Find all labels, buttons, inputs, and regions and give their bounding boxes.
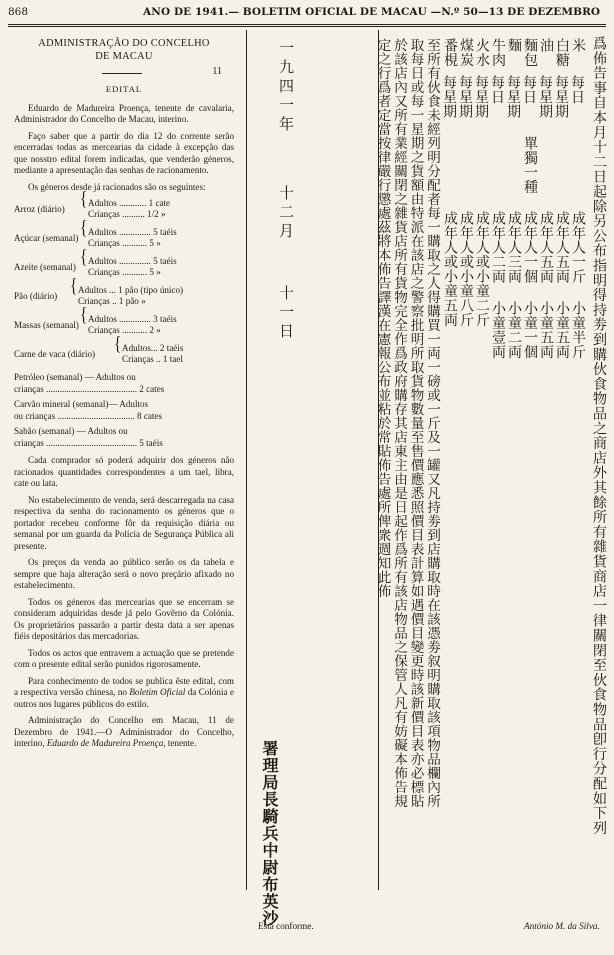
signer-name: António M. da Silva. bbox=[524, 921, 600, 931]
ration-adults: Adultos ............ 1 cate bbox=[88, 198, 171, 208]
chinese-item-adult: 成年人或小童五両 bbox=[442, 211, 458, 327]
chinese-item-adult: 成年人五両 bbox=[538, 211, 554, 284]
chinese-item-period: 每日 bbox=[489, 75, 505, 104]
sabao-line bbox=[14, 426, 234, 449]
chinese-item-child: 小童五両 bbox=[554, 301, 570, 359]
rations-list bbox=[14, 189, 234, 367]
chinese-item-period: 每星期 bbox=[505, 75, 521, 119]
chinese-item-name: 麵包 bbox=[522, 38, 538, 67]
ration-adults: Adultos .............. 3 taéis bbox=[88, 314, 177, 324]
ration-children: Crianças ........... 5 » bbox=[88, 267, 161, 277]
p8-part-c: da Colónia e outros nos lugares públicos do estilo. bbox=[14, 687, 234, 709]
intro-paragraph: Eduardo de Madureira Proença, tenente de cavalaria, Administrador do Concelho de Macau, interino. bbox=[14, 102, 234, 124]
header-rule-2 bbox=[8, 26, 606, 27]
admin-title-line-2: DE MACAU bbox=[95, 50, 153, 62]
ration-children: Crianças .......... 1/2 » bbox=[88, 209, 166, 219]
chinese-date-day: 十一日 bbox=[277, 285, 295, 342]
edital-heading: EDITAL bbox=[105, 84, 143, 94]
brace-glyph: { bbox=[80, 218, 88, 240]
chinese-item-period: 每星期 bbox=[537, 75, 553, 119]
chinese-item-child: 小童壹両 bbox=[490, 301, 506, 359]
ration-children: Crianças .. 1 pão » bbox=[78, 296, 146, 306]
ration-adults: Adultos .............. 5 taéis bbox=[88, 227, 177, 237]
portuguese-edital bbox=[14, 38, 234, 755]
chinese-item-child: 小童五両 bbox=[538, 301, 554, 359]
paragraph-6: Todos os géneros das mercearias que se encerram se consideram adquiridas desde já pelo Govêrno da Colónia. Os proprietários passarão a partir desta data a ser apenas fiéis depositários das mercadorias. bbox=[14, 596, 234, 641]
chinese-item-name: 麵 bbox=[506, 38, 522, 53]
chinese-item-child: 小童半斤 bbox=[570, 301, 586, 359]
petroleo-line bbox=[14, 372, 234, 395]
chinese-item-period: 每日 bbox=[521, 75, 537, 104]
chinese-item-adult: 成年人一個 bbox=[522, 211, 538, 284]
p9-part-a: Administração do Concelho em Macau, 11 de Dezembro de 1941.—O Administrador do Concelho, interino, bbox=[14, 715, 234, 748]
chinese-heading: 爲佈告事自本月十二日起除另公布指明得持劵到購伙食物品之商店外其餘所有雜貨商店一律關閉至伙食物品卽行分配如下列 bbox=[591, 36, 607, 836]
paragraph-5: Os preços da venda ao público serão os da tabela e sempre que haja alteração será o novo preçário afixado no estabelecimento. bbox=[14, 557, 234, 590]
brace-glyph: { bbox=[80, 305, 88, 327]
chinese-date-month: 十二月 bbox=[277, 185, 295, 242]
ration-adults: Adultos ... 1 pão (tipo único) bbox=[78, 285, 184, 295]
edital-number: 11 bbox=[212, 66, 222, 77]
chinese-item-name: 煤炭 bbox=[458, 38, 474, 67]
ration-children: Crianças ........... 2 » bbox=[88, 325, 161, 335]
chinese-item-name: 米 bbox=[570, 38, 586, 53]
admin-title-line-1: ADMINISTRAÇÃO DO CONCELHO bbox=[38, 38, 210, 49]
chinese-item-name: 番梘 bbox=[442, 38, 458, 67]
chinese-item-name: 火水 bbox=[474, 38, 490, 67]
carvao-line bbox=[14, 399, 234, 422]
carvao-line-2: ou crianças .................................. 8 cates bbox=[14, 410, 162, 421]
paragraph-4: No estabelecimento de venda, será descarregada na casa respectiva da senha do racionamento os géneros que o portador recebeu conforme fôr da requisição diária ou semanal por um guarda da Polícia de Segurança Pública ali presente. bbox=[14, 494, 234, 551]
header-rule bbox=[8, 24, 606, 25]
paragraph-2: Os géneros desde já racionados são os seguintes: bbox=[28, 181, 206, 192]
ration-item bbox=[14, 218, 234, 251]
admin-title bbox=[14, 38, 234, 63]
petroleo-line-2: crianças ........................................ 2 cates bbox=[14, 383, 165, 394]
brace-glyph: { bbox=[80, 247, 88, 269]
chinese-item-name: 白糖 bbox=[554, 38, 570, 67]
paragraph-7: Todos os actos que entravem a actuação que se pretende com o presente edital serão punidos rigorosamente. bbox=[14, 647, 234, 669]
ration-children: Crianças ........... 5 » bbox=[88, 238, 161, 248]
chinese-signature: 署理局長騎兵中尉布英沙 bbox=[260, 740, 279, 927]
paragraph-3: Cada comprador só poderá adquirir dos géneros não racionados quantidades correspondentes a um tael, libra, cate ou lata. bbox=[14, 455, 234, 488]
chinese-body-column: 取每日或每一星期之貨額由特派在該店之警察批明所取貨物數量至售價應悉照價目表計算如遇價目變更時該新價目表亦必標貼 bbox=[407, 38, 424, 808]
ration-item bbox=[14, 276, 234, 309]
paragraph-1: Faço saber que a partir do dia 12 do corrente serão encerradas todas as mercearias da cidade à excepção das que nosstro edital forem indicadas, que venderão géneros, mediante a apresentação das senhas de racionamento. bbox=[14, 130, 234, 175]
ration-name: Massas (semanal) bbox=[14, 320, 79, 330]
edital-number-row bbox=[14, 65, 234, 81]
sabao-line-2: crianças ........................................ 5 taéis bbox=[14, 437, 163, 448]
chinese-item-adult: 成年人五両 bbox=[554, 211, 570, 284]
chinese-date-year: 一九四一年 bbox=[277, 40, 295, 135]
column-divider-left bbox=[246, 30, 247, 890]
chinese-item-period: 每星期 bbox=[553, 75, 569, 119]
ration-name: Carne de vaca (diário) bbox=[14, 349, 96, 359]
p8-boletim: Boletim Oficial bbox=[129, 687, 186, 697]
ration-name: Açúcar (semanal) bbox=[14, 233, 79, 243]
running-title: ANO DE 1941.— BOLETIM OFICIAL DE MACAU —N.º 50—13 DE DEZEMBRO bbox=[143, 6, 601, 18]
chinese-body-column: 於該店內又所有業經關閉之雜貨店所有貨物完全作爲政府購存其店東主由是日起作爲所有該店物品之保管人凡有妨礙本佈告規 bbox=[391, 38, 407, 808]
chinese-item-child: 小童一個 bbox=[522, 301, 538, 359]
chinese-item-child: 小童二両 bbox=[506, 301, 522, 359]
chinese-item-adult: 成年人三両 bbox=[506, 211, 522, 284]
ration-item bbox=[14, 305, 234, 338]
chinese-body-column: 定之行爲者定當按律嚴行懲處茲將本佈告譯漢在憲報公布並粘於常貼佈告處所俾衆週知此佈 bbox=[374, 38, 391, 598]
ration-item bbox=[14, 189, 234, 222]
petroleo-line-1: Petróleo (semanal) — Adultos ou bbox=[14, 372, 136, 382]
brace-glyph: { bbox=[80, 189, 88, 211]
chinese-item-period: 每星期 bbox=[441, 75, 457, 119]
chinese-item-adult: 成年人二両 bbox=[490, 211, 506, 284]
p9-signer: Eduardo de Madureira Proença bbox=[46, 738, 164, 748]
chinese-item-name: 油 bbox=[538, 38, 554, 53]
ration-name: Pão (diário) bbox=[14, 291, 58, 301]
chinese-item-note: 單獨一種 bbox=[522, 136, 538, 194]
brace-glyph: { bbox=[70, 276, 78, 298]
chinese-item-adult: 成年人一斤 bbox=[570, 211, 586, 284]
ration-item bbox=[14, 334, 234, 367]
p8-part-a: Para conhecimento de todos se publica êste edital, com a respectiva versão chinesa, no bbox=[14, 675, 234, 697]
ration-name: Azeite (semanal) bbox=[14, 262, 76, 272]
carvao-line-1: Carvão mineral (semanal)— Adultos bbox=[14, 399, 149, 409]
chinese-item-period: 每星期 bbox=[473, 75, 489, 119]
esta-conforme: Está conforme. bbox=[258, 921, 314, 931]
page-header bbox=[8, 4, 606, 22]
sabao-line-1: Sabão (semanal) — Adultos ou bbox=[14, 426, 128, 436]
title-dash bbox=[102, 73, 142, 74]
chinese-item-name: 牛肉 bbox=[490, 38, 506, 67]
ration-item bbox=[14, 247, 234, 280]
ration-children: Crianças .. 1 tael bbox=[122, 354, 183, 364]
chinese-body-column: 至所有伙食未經列明分配者每一購取之人得購買一両一磅或一斤及一罐又凡持劵到店購取時在該憑劵叙明購取該項物品欄內所 bbox=[424, 38, 440, 808]
chinese-item-period: 每日 bbox=[569, 75, 585, 104]
chinese-item-period: 每星期 bbox=[457, 75, 473, 119]
ration-adults: Adultos... 2 taéis bbox=[122, 343, 184, 353]
ration-name: Arroz (diário) bbox=[14, 204, 65, 214]
brace-glyph: { bbox=[114, 334, 122, 356]
chinese-notice bbox=[374, 36, 608, 866]
chinese-item-adult: 成年人或小童八斤 bbox=[458, 211, 474, 327]
chinese-item-adult: 成年人或小童二斤 bbox=[474, 211, 490, 327]
page-number: 868 bbox=[8, 6, 29, 18]
ration-adults: Adultos .............. 5 taéis bbox=[88, 256, 177, 266]
paragraph-9 bbox=[14, 715, 234, 750]
p9-part-c: , tenente. bbox=[163, 738, 197, 748]
paragraph-8 bbox=[14, 676, 234, 711]
